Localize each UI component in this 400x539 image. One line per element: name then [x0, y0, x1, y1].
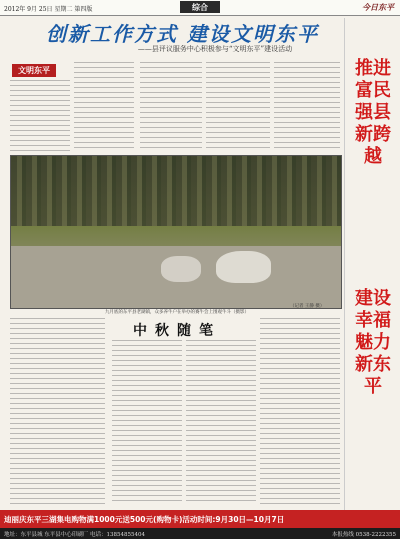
feature-text-col2 — [186, 340, 256, 505]
article-text-col4 — [206, 62, 270, 152]
slogan-line-2: 建设幸福魅力新东平 — [355, 288, 391, 397]
feature-title: 中秋随笔 — [133, 323, 221, 339]
slogan-sidebar — [344, 18, 400, 518]
section-label: 综合 — [180, 1, 220, 13]
article-text-col3 — [140, 62, 202, 152]
article-text-col1 — [10, 80, 70, 152]
date-line: 2012年 9月 25日 星期二 第四版 — [4, 6, 93, 13]
photo-cow-right — [216, 251, 271, 283]
slogan-line-1: 推进富民强县新跨越 — [355, 58, 391, 167]
lower-text-col1 — [10, 318, 105, 505]
article-text-col2 — [74, 62, 134, 152]
ad-text: 迪丽庆东平三湖集电购物满1000元送500元(购物卡)活动时间:9月30日—10月7日 — [4, 515, 285, 524]
main-headline: 创新工作方式 建设文明东平 — [46, 22, 319, 46]
footer-hotline: 本报热线 0538-2222355 — [331, 532, 396, 538]
photo-cow-left — [161, 256, 201, 282]
footer-address: 地址：东平县城 东平县中心印刷厂 电话：13854855404 — [4, 532, 145, 538]
page-header — [0, 0, 400, 16]
photo-credit: （记者 王静 摄） — [290, 304, 325, 309]
photo-caption: 九月底的东平县老湖镇，众多养牛户在举办的赛牛会上围观牛斗（摄影） — [105, 310, 249, 315]
feature-text-col1 — [112, 340, 182, 505]
photo-crowd — [11, 156, 341, 226]
masthead-logo: 今日东平 — [362, 2, 394, 12]
feature-text-col3 — [260, 318, 340, 505]
news-photo — [10, 155, 342, 309]
article-text-col5 — [274, 62, 340, 152]
page-footer — [0, 528, 400, 539]
column-label: 文明东平 — [12, 64, 56, 77]
subheadline: ——县评议服务中心积极参与“文明东平”建设活动 — [137, 45, 293, 53]
ad-banner — [0, 510, 400, 528]
